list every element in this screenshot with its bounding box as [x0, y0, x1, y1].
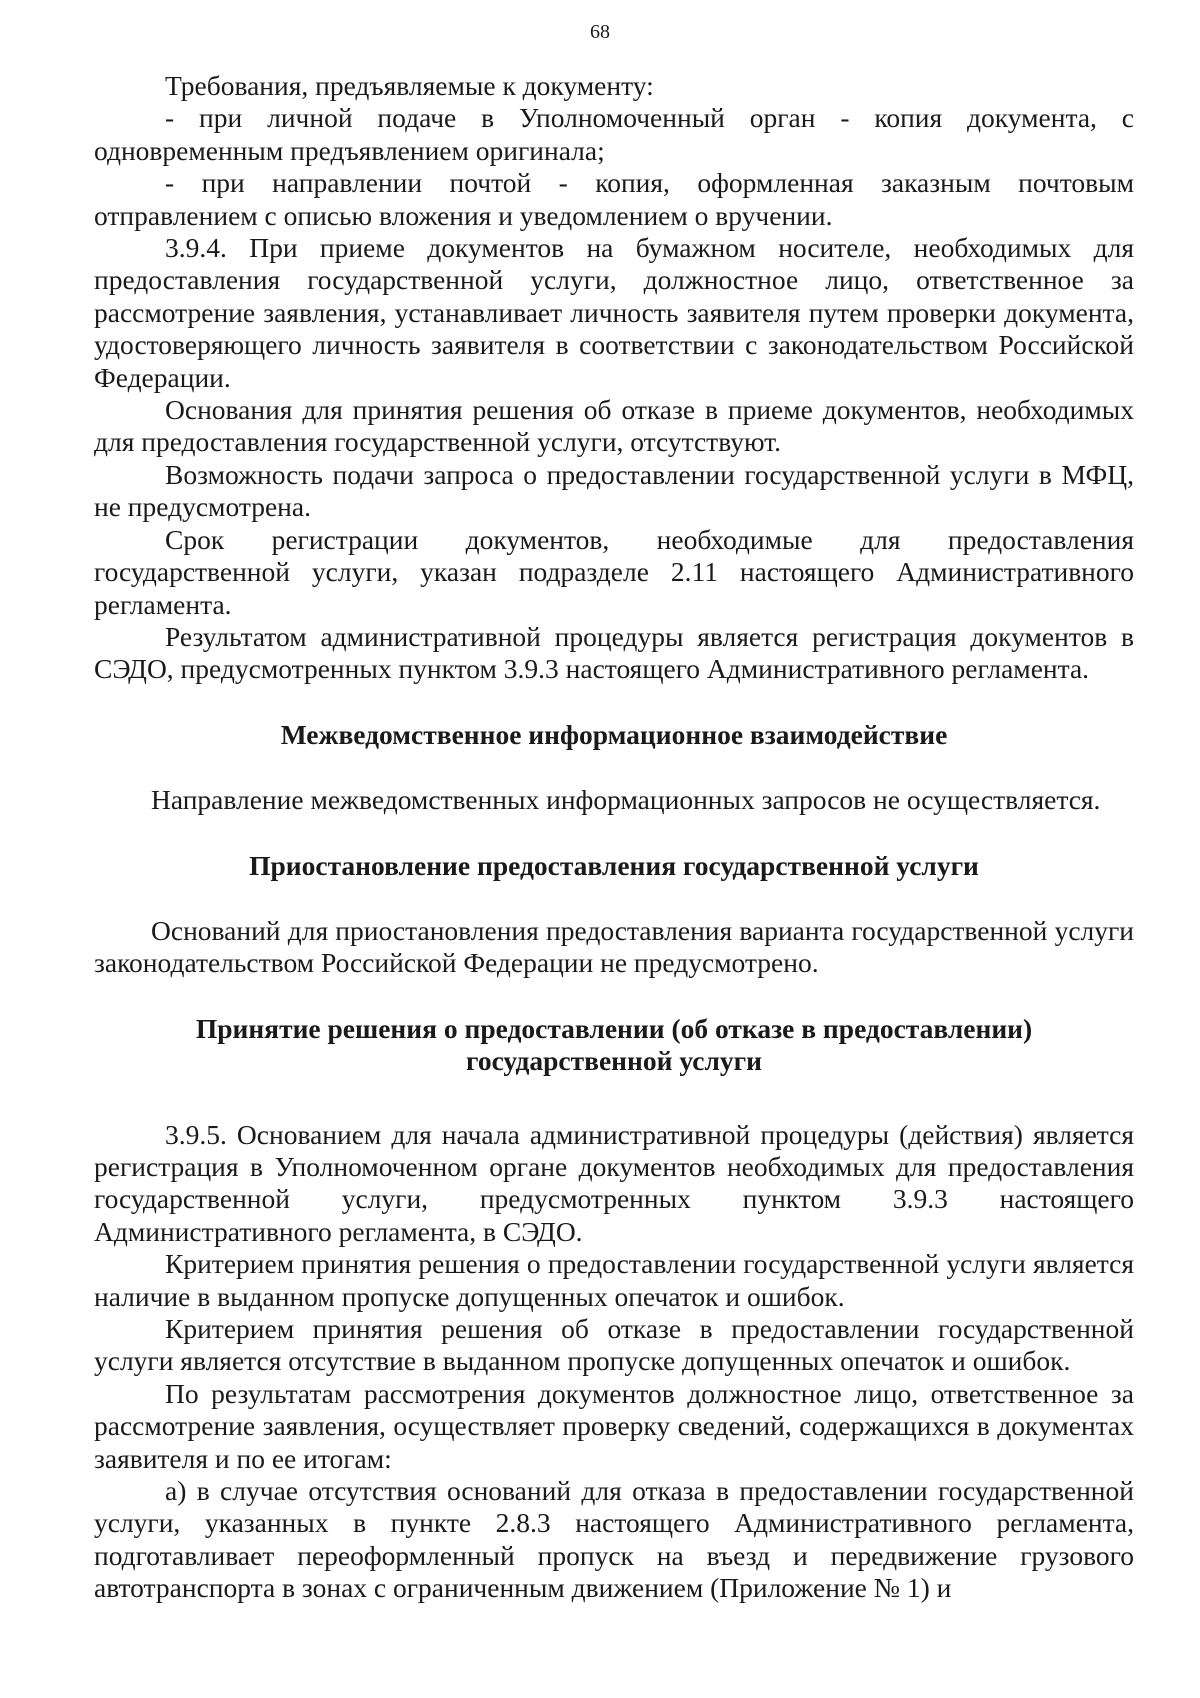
paragraph: Возможность подачи запроса о предоставлении государственной услуги в МФЦ, не предусмотрена.: [94, 458, 1134, 523]
paragraph: Оснований для приостановления предоставления варианта государственной услуги законодательством Российской Федерации не предусмотрено.: [94, 914, 1134, 979]
heading-line: Принятие решения о предоставлении (об отказе в предоставлении): [195, 1012, 1033, 1044]
paragraph: - при направлении почтой - копия, оформленная заказным почтовым отправлением с описью вложения и уведомлением о вручении.: [94, 167, 1134, 231]
paragraph: - при личной подаче в Уполномоченный орган - копия документа, с одновременным предъявлением оригинала;: [94, 102, 1134, 166]
section-heading-suspension: Приостановление предоставления государственной услуги: [249, 849, 979, 881]
heading-line: государственной услуги: [466, 1045, 762, 1077]
paragraph: Основания для принятия решения об отказе в приеме документов, необходимых для предоставления государственной услуги, отсутствуют.: [94, 394, 1134, 458]
document-body: [94, 70, 1134, 1605]
paragraph: а) в случае отсутствия оснований для отказа в предоставлении государственной услуги, указанных в пункте 2.8.3 настоящего Административного регламента, подготавливает переоформленный пропуск на въезд и передвижение грузового автотранспорта в зонах с ограниченным движением (Приложение № 1) и: [94, 1475, 1134, 1604]
paragraph: Срок регистрации документов, необходимые для предоставления государственной услуги, указан подразделе 2.11 настоящего Административного регламента.: [94, 523, 1134, 620]
paragraph: Результатом административной процедуры является регистрация документов в СЭДО, предусмотренных пунктом 3.9.3 настоящего Административного регламента.: [94, 620, 1134, 685]
section-heading-interagency: Межведомственное информационное взаимодействие: [280, 718, 948, 750]
paragraph: Направление межведомственных информационных запросов не осуществляется.: [151, 784, 1101, 816]
paragraph: По результатам рассмотрения документов должностное лицо, ответственное за рассмотрение заявления, осуществляет проверку сведений, содержащихся в документах заявителя и по ее итогам:: [94, 1377, 1134, 1474]
paragraph: Требования, предъявляемые к документу:: [165, 70, 654, 101]
paragraph: 3.9.5. Основанием для начала административной процедуры (действия) является регистрация в Уполномоченном органе документов необходимых для предоставления государственной услуги, предусмотренных пунктом 3.9.3 настоящего Административного регламента, в СЭДО.: [94, 1118, 1134, 1247]
section-heading-decision: [94, 1013, 1134, 1078]
paragraph: Критерием принятия решения об отказе в предоставлении государственной услуги является отсутствие в выданном пропуске допущенных опечаток и ошибок.: [94, 1313, 1134, 1377]
paragraph: 3.9.4. При приеме документов на бумажном носителе, необходимых для предоставления государственной услуги, должностное лицо, ответственное за рассмотрение заявления, устанавливает личность заявителя путем проверки документа, удостоверяющего личность заявителя в соответствии с законодательством Российской Федерации.: [94, 232, 1134, 393]
paragraph: Критерием принятия решения о предоставлении государственной услуги является наличие в выданном пропуске допущенных опечаток и ошибок.: [94, 1248, 1134, 1312]
page-number: 68: [590, 21, 610, 43]
